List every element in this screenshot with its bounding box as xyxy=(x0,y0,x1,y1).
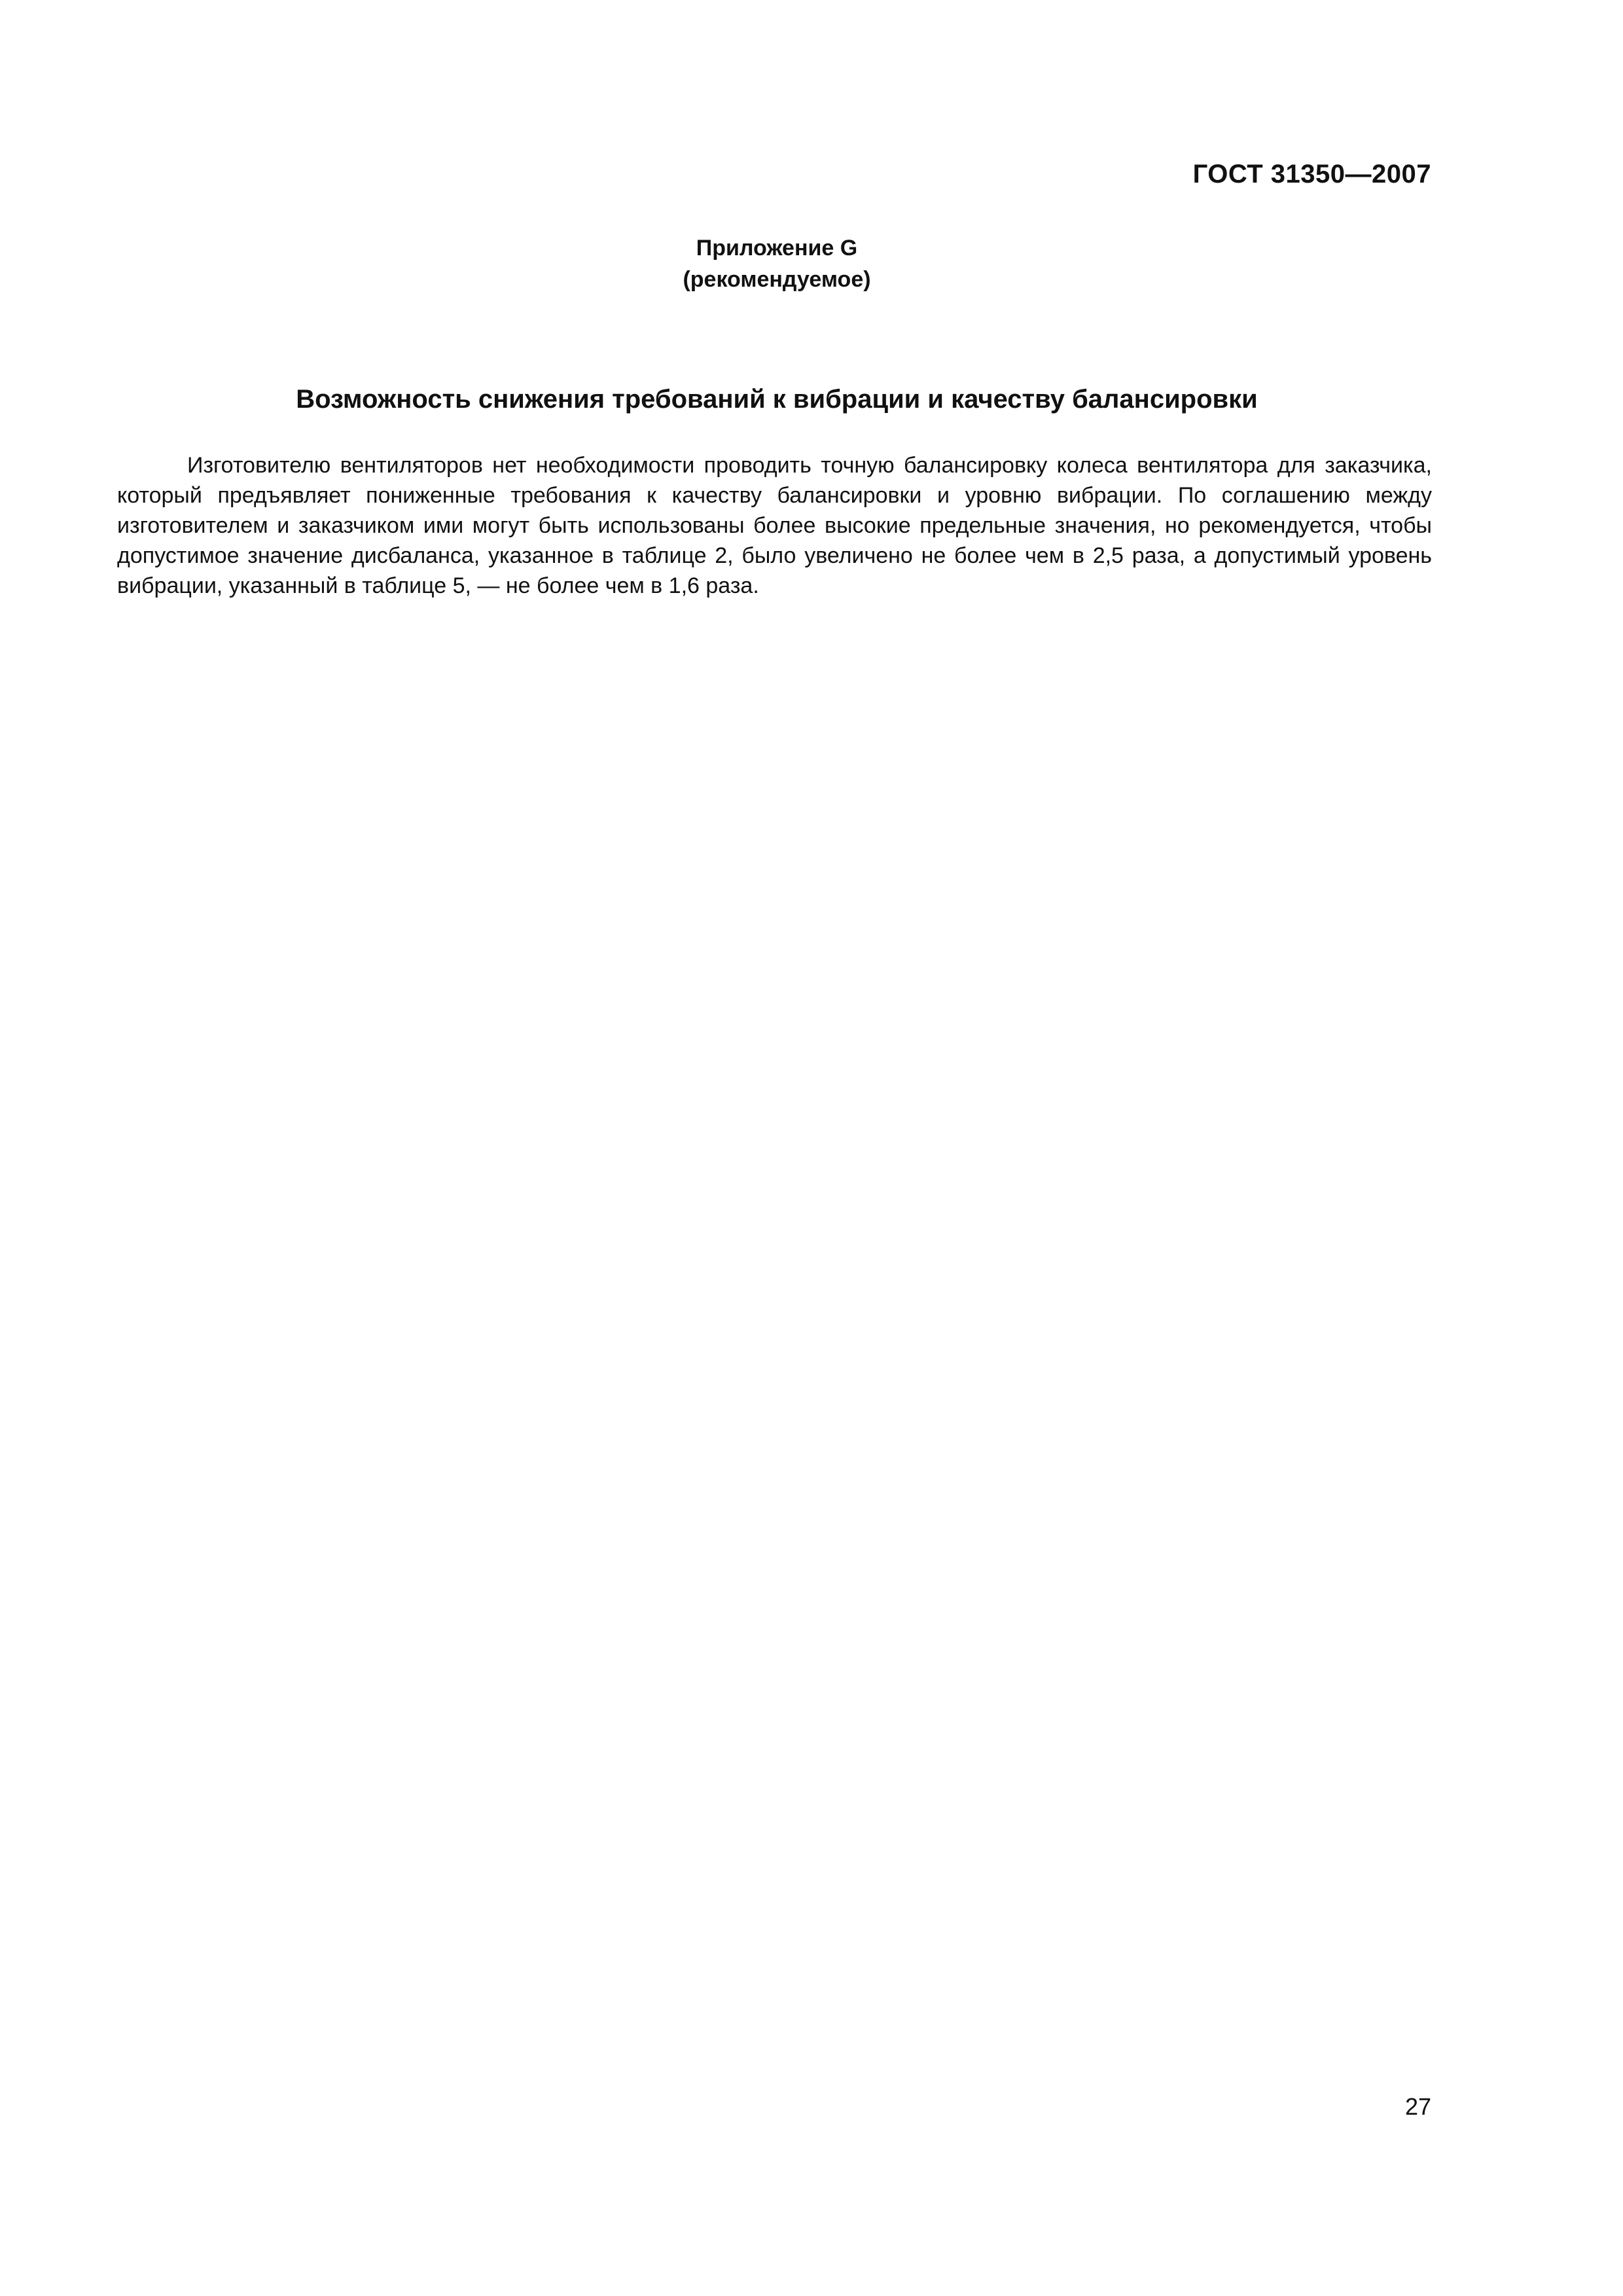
appendix-heading xyxy=(0,232,1554,295)
section-title: Возможность снижения требований к вибрации и качеству балансировки xyxy=(296,385,1258,414)
standard-code: ГОСТ 31350—2007 xyxy=(1192,160,1431,188)
page-number: 27 xyxy=(1404,2093,1431,2120)
appendix-status: (рекомендуемое) xyxy=(683,267,871,292)
body-paragraph: Изготовителю вентиляторов нет необходимости проводить точную балансировку колеса вентилятора для заказчика, который предъявляет пониженные требования к качеству балансировки и уровню вибрации. По соглашению между изготовителем и заказчиком ими могут быть использованы более высокие предельные значения, но рекомендуется, чтобы допустимое значение дисбаланса, указанное в таблице 2, было увеличено не более чем в 2,5 раза, а допустимый уровень вибрации, указанный в таблице 5, — не более чем в 1,6 раза. xyxy=(117,453,1432,598)
appendix-title: Приложение G xyxy=(696,236,858,260)
